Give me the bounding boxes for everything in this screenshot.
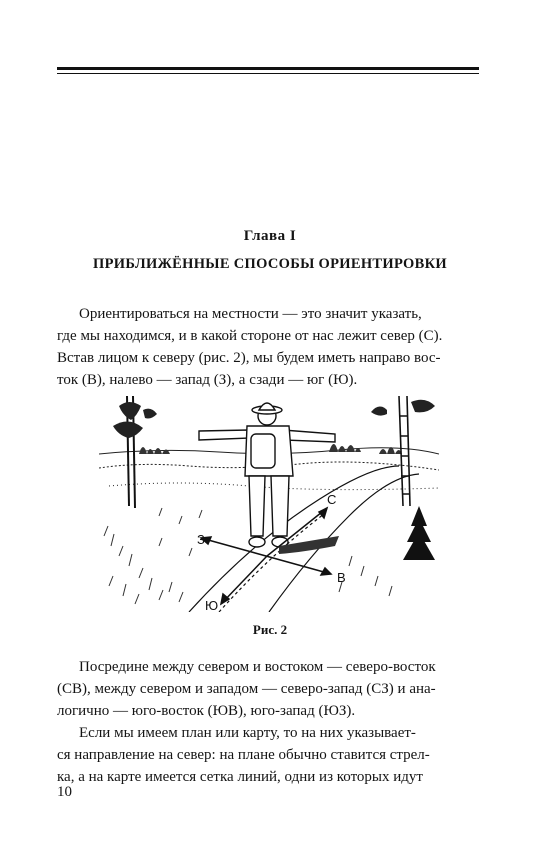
- paragraph-intro: [57, 303, 479, 391]
- paragraph-directions: [57, 656, 479, 722]
- label-north: С: [327, 492, 337, 507]
- header-rule-thick: [57, 67, 479, 70]
- paragraph-line: ка, а на карте имеется сетка линий, одни из которых идут: [57, 769, 423, 785]
- paragraph-line: Посредине между севером и востоком — северо-восток: [79, 659, 436, 675]
- paragraph-line: (СВ), между севером и западом — северо-запад (СЗ) и ана-: [57, 681, 436, 697]
- chapter-title: ПРИБЛИЖЁННЫЕ СПОСОБЫ ОРИЕНТИРОВКИ: [93, 256, 447, 272]
- chapter-number: Глава I: [243, 228, 297, 244]
- page-number: 10: [57, 784, 72, 800]
- label-south: Ю: [205, 598, 219, 612]
- paragraph-line: где мы находимся, и в какой стороне от нас лежит север (С).: [57, 328, 443, 344]
- label-west: З: [197, 532, 205, 547]
- figure-caption: Рис. 2: [252, 622, 288, 637]
- orientation-illustration: [99, 396, 439, 612]
- label-east: В: [337, 570, 346, 585]
- paragraph-line: ток (В), налево — запад (З), а сзади — юг (Ю).: [57, 372, 358, 388]
- header-rule-thin: [57, 73, 479, 74]
- paragraph-line: Ориентироваться на местности — это значит указать,: [79, 306, 422, 322]
- paragraph-line: логично — юго-восток (ЮВ), юго-запад (ЮЗ).: [57, 703, 356, 719]
- paragraph-line: Встав лицом к северу (рис. 2), мы будем иметь направо вос-: [57, 350, 441, 366]
- paragraph-line: ся направление на север: на плане обычно ставится стрел-: [57, 747, 430, 763]
- paragraph-line: Если мы имеем план или карту, то на них указывает-: [79, 725, 416, 741]
- paragraph-map: [57, 722, 479, 788]
